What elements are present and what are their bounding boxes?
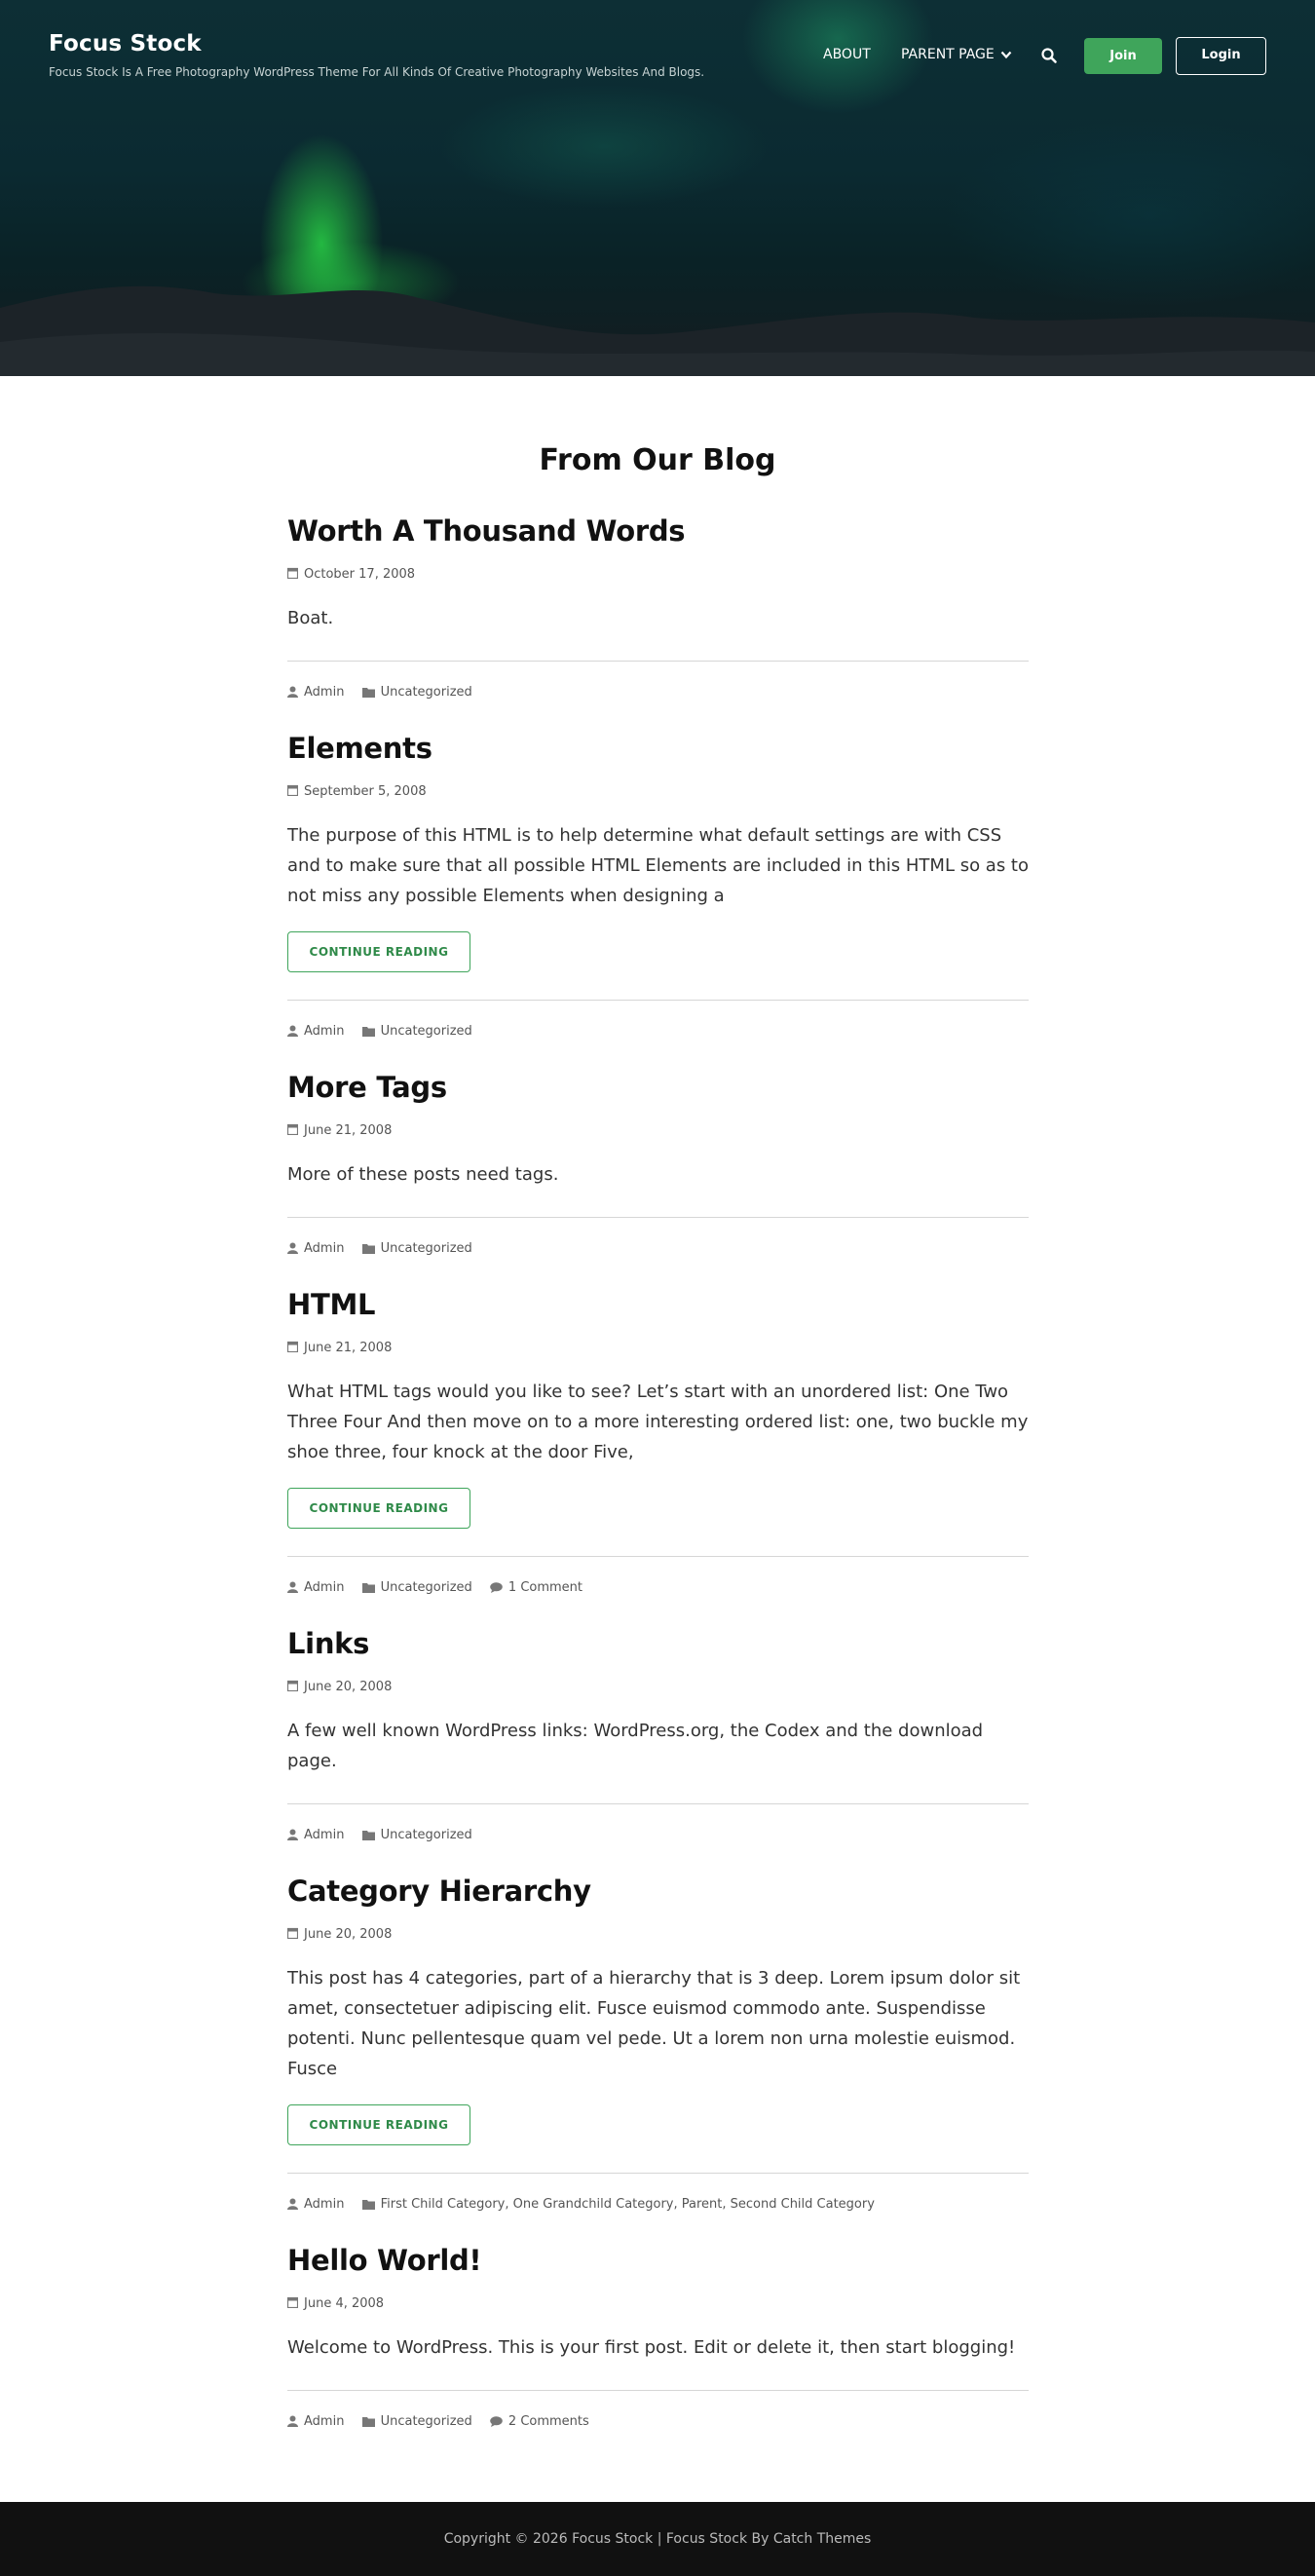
author-link[interactable]: [287, 1023, 344, 1041]
author-text: Admin: [304, 1580, 345, 1595]
category-text: Uncategorized: [380, 1580, 472, 1595]
author-link[interactable]: [287, 2413, 344, 2431]
nav-item-about[interactable]: ABOUT: [823, 47, 871, 62]
post-title[interactable]: HTML: [287, 1288, 376, 1321]
post-meta: [287, 2413, 1029, 2431]
post-meta: [287, 2196, 1029, 2214]
calendar-icon: [287, 784, 298, 802]
continue-reading-button[interactable]: CONTINUE READING: [287, 1488, 470, 1529]
post-item: [287, 2241, 1029, 2431]
category-link[interactable]: [362, 684, 472, 701]
comment-icon: [490, 1582, 503, 1593]
date-text: September 5, 2008: [304, 784, 427, 799]
author-text: Admin: [304, 1828, 345, 1842]
calendar-icon: [287, 567, 298, 585]
calendar-icon: [287, 1123, 298, 1141]
user-icon: [287, 2415, 298, 2427]
post-item: [287, 511, 1029, 701]
author-link[interactable]: [287, 1240, 344, 1258]
post-meta: [287, 1827, 1029, 1844]
folder-icon: [362, 687, 375, 698]
post-title[interactable]: Category Hierarchy: [287, 1875, 591, 1908]
join-button[interactable]: Join: [1084, 38, 1162, 74]
post-excerpt: A few well known WordPress links: WordPress.org, the Codex and the download page.: [287, 1721, 984, 1771]
category-link[interactable]: [362, 2413, 472, 2431]
post-excerpt: Boat.: [287, 608, 334, 628]
calendar-icon: [287, 1680, 298, 1697]
post-date[interactable]: [287, 783, 1029, 801]
category-text: First Child Category, One Grandchild Category, Parent, Second Child Category: [380, 2197, 875, 2212]
author-link[interactable]: [287, 684, 344, 701]
post-list: [287, 511, 1029, 2431]
comments-text: 1 Comment: [507, 1580, 583, 1595]
post-meta: [287, 1240, 1029, 1258]
category-text: Uncategorized: [380, 1828, 472, 1842]
category-text: Uncategorized: [380, 1024, 472, 1039]
user-icon: [287, 686, 298, 698]
comment-icon: [490, 2416, 503, 2427]
post-title[interactable]: Worth A Thousand Words: [287, 514, 686, 548]
user-icon: [287, 2198, 298, 2210]
post-title[interactable]: More Tags: [287, 1071, 447, 1104]
category-text: Uncategorized: [380, 1241, 472, 1256]
date-text: June 20, 2008: [304, 1927, 393, 1942]
folder-icon: [362, 2416, 375, 2427]
nav-item-label: PARENT PAGE: [901, 47, 995, 62]
site-footer: [0, 2502, 1315, 2576]
author-text: Admin: [304, 1241, 345, 1256]
footer-copyright: Copyright © 2026 Focus Stock | Focus Stock By Catch Themes: [443, 2531, 872, 2547]
user-icon: [287, 1581, 298, 1593]
comments-text: 2 Comments: [507, 2414, 589, 2429]
folder-icon: [362, 1830, 375, 1840]
continue-reading-button[interactable]: CONTINUE READING: [287, 931, 470, 972]
post-item: [287, 729, 1029, 1041]
section-title: From Our Blog: [539, 443, 776, 477]
folder-icon: [362, 2199, 375, 2210]
category-link[interactable]: [362, 1023, 472, 1041]
comments-link[interactable]: [490, 1579, 582, 1597]
site-description: Focus Stock Is A Free Photography WordPress Theme For All Kinds Of Creative Photography Websites And Blogs.: [49, 65, 705, 79]
post-title[interactable]: Hello World!: [287, 2244, 482, 2277]
post-item: [287, 1285, 1029, 1597]
date-text: June 4, 2008: [304, 2296, 385, 2311]
divider: [287, 1000, 1029, 1001]
post-excerpt: Welcome to WordPress. This is your first post. Edit or delete it, then start blogging!: [287, 2337, 1016, 2358]
post-item: [287, 1068, 1029, 1258]
post-title[interactable]: Elements: [287, 732, 432, 765]
chevron-down-icon[interactable]: [1000, 48, 1012, 63]
divider: [287, 1556, 1029, 1557]
post-excerpt: What HTML tags would you like to see? Let’s start with an unordered list: One Two Three Four And then move on to a more interesting ordered list: one, two buckle my shoe three, four knock at the door Five,: [287, 1382, 1029, 1462]
folder-icon: [362, 1026, 375, 1037]
folder-icon: [362, 1243, 375, 1254]
category-link[interactable]: [362, 1240, 472, 1258]
post-item: [287, 1624, 1029, 1844]
author-text: Admin: [304, 1024, 345, 1039]
post-date[interactable]: [287, 1122, 1029, 1140]
post-date[interactable]: [287, 2295, 1029, 2313]
date-text: June 20, 2008: [304, 1680, 393, 1694]
mountain-silhouette: [0, 249, 1315, 376]
divider: [287, 661, 1029, 662]
calendar-icon: [287, 2296, 298, 2314]
author-text: Admin: [304, 2197, 345, 2212]
category-link[interactable]: [362, 1579, 472, 1597]
author-link[interactable]: [287, 2196, 344, 2214]
divider: [287, 1803, 1029, 1804]
category-link[interactable]: [362, 1827, 472, 1844]
search-icon[interactable]: [1040, 47, 1058, 64]
user-icon: [287, 1242, 298, 1254]
site-title[interactable]: Focus Stock: [49, 31, 202, 57]
author-text: Admin: [304, 685, 345, 700]
nav-item-parent-page[interactable]: [901, 47, 1012, 63]
calendar-icon: [287, 1341, 298, 1358]
post-date[interactable]: [287, 1679, 1029, 1696]
date-text: June 21, 2008: [304, 1123, 393, 1138]
hero-header: [0, 0, 1315, 376]
post-date[interactable]: [287, 566, 1029, 584]
divider: [287, 1217, 1029, 1218]
login-button[interactable]: Login: [1176, 37, 1266, 75]
date-text: October 17, 2008: [304, 567, 416, 582]
post-excerpt: The purpose of this HTML is to help determine what default settings are with CSS and to make sure that all possible HTML Elements are included in this HTML so as to not miss any possible Elements when designing a: [287, 825, 1030, 906]
folder-icon: [362, 1582, 375, 1593]
category-link[interactable]: [362, 2196, 875, 2214]
post-meta: [287, 684, 1029, 701]
user-icon: [287, 1829, 298, 1840]
post-item: [287, 1872, 1029, 2214]
comments-link[interactable]: [490, 2413, 589, 2431]
divider: [287, 2173, 1029, 2174]
category-text: Uncategorized: [380, 685, 472, 700]
post-meta: [287, 1023, 1029, 1041]
author-text: Admin: [304, 2414, 345, 2429]
post-excerpt: More of these posts need tags.: [287, 1164, 559, 1185]
post-title[interactable]: Links: [287, 1627, 370, 1660]
continue-reading-button[interactable]: CONTINUE READING: [287, 2104, 470, 2145]
author-link[interactable]: [287, 1827, 344, 1844]
post-date[interactable]: [287, 1926, 1029, 1944]
date-text: June 21, 2008: [304, 1341, 393, 1355]
user-icon: [287, 1025, 298, 1037]
divider: [287, 2390, 1029, 2391]
author-link[interactable]: [287, 1579, 344, 1597]
category-text: Uncategorized: [380, 2414, 472, 2429]
post-excerpt: This post has 4 categories, part of a hierarchy that is 3 deep. Lorem ipsum dolor sit amet, consectetuer adipiscing elit. Fusce euismod commodo ante. Suspendisse potenti. Nunc pellentesque quam vel pede. Ut a lorem non urna molestie euismod. Fusce: [287, 1968, 1021, 2079]
post-meta: [287, 1579, 1029, 1597]
calendar-icon: [287, 1927, 298, 1945]
post-date[interactable]: [287, 1340, 1029, 1357]
